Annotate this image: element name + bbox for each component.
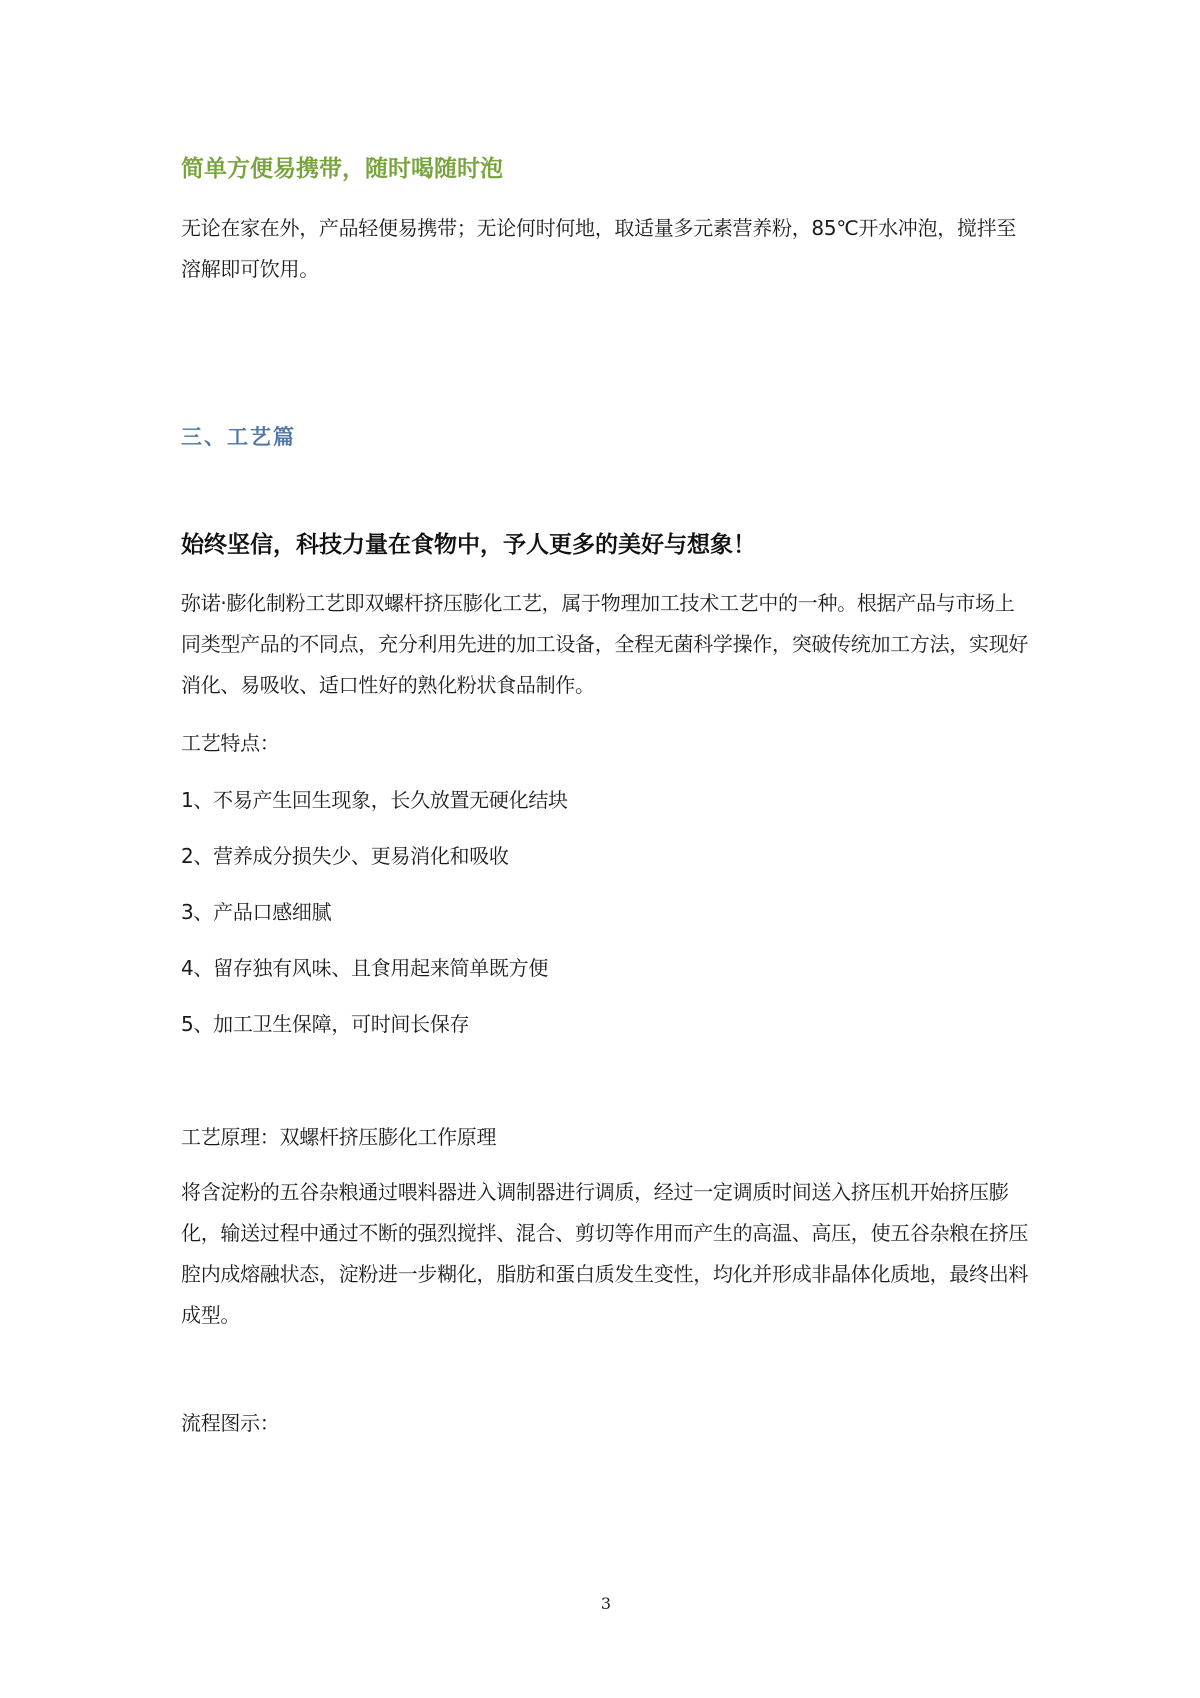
craft-section-title: 三、工艺篇 [181, 425, 296, 449]
page-number: 3 [600, 1594, 612, 1613]
feature-item: 2、营养成分损失少、更易消化和吸收 [181, 844, 509, 868]
feature-item: 1、不易产生回生现象，长久放置无硬化结块 [181, 788, 568, 812]
feature-item: 3、产品口感细腻 [181, 900, 332, 924]
principle-label: 工艺原理：双螺杆挤压膨化工作原理 [181, 1125, 497, 1149]
feature-item: 5、加工卫生保障，可时间长保存 [181, 1012, 470, 1036]
principle-paragraph: 将含淀粉的五谷杂粮通过喂料器进入调制器进行调质，经过一定调质时间送入挤压机开始挤压膨化，输送过程中通过不断的强烈搅拌、混合、剪切等作用而产生的高温、高压，使五谷杂粮在挤压腔内成熔融状态，淀粉进一步糊化，脂肪和蛋白质发生变性，均化并形成非晶体化质地，最终出料成型。 [181, 1180, 1029, 1327]
craft-slogan: 始终坚信，科技力量在食物中，予人更多的美好与想象！ [181, 532, 756, 558]
features-label: 工艺特点： [181, 731, 280, 755]
craft-intro-paragraph: 弥诺·膨化制粉工艺即双螺杆挤压膨化工艺，属于物理加工技术工艺中的一种。根据产品与市场上同类型产品的不同点，充分利用先进的加工设备，全程无菌科学操作，突破传统加工方法，实现好消化、易吸收、适口性好的熟化粉状食品制作。 [181, 591, 1029, 697]
portable-paragraph: 无论在家在外，产品轻便易携带；无论何时何地，取适量多元素营养粉，85℃开水冲泡，搅拌至溶解即可饮用。 [181, 216, 1017, 281]
feature-item: 4、留存独有风味、且食用起来简单既方便 [181, 956, 549, 980]
flow-diagram-label: 流程图示： [181, 1411, 280, 1435]
portable-heading: 简单方便易携带，随时喝随时泡 [181, 156, 503, 182]
